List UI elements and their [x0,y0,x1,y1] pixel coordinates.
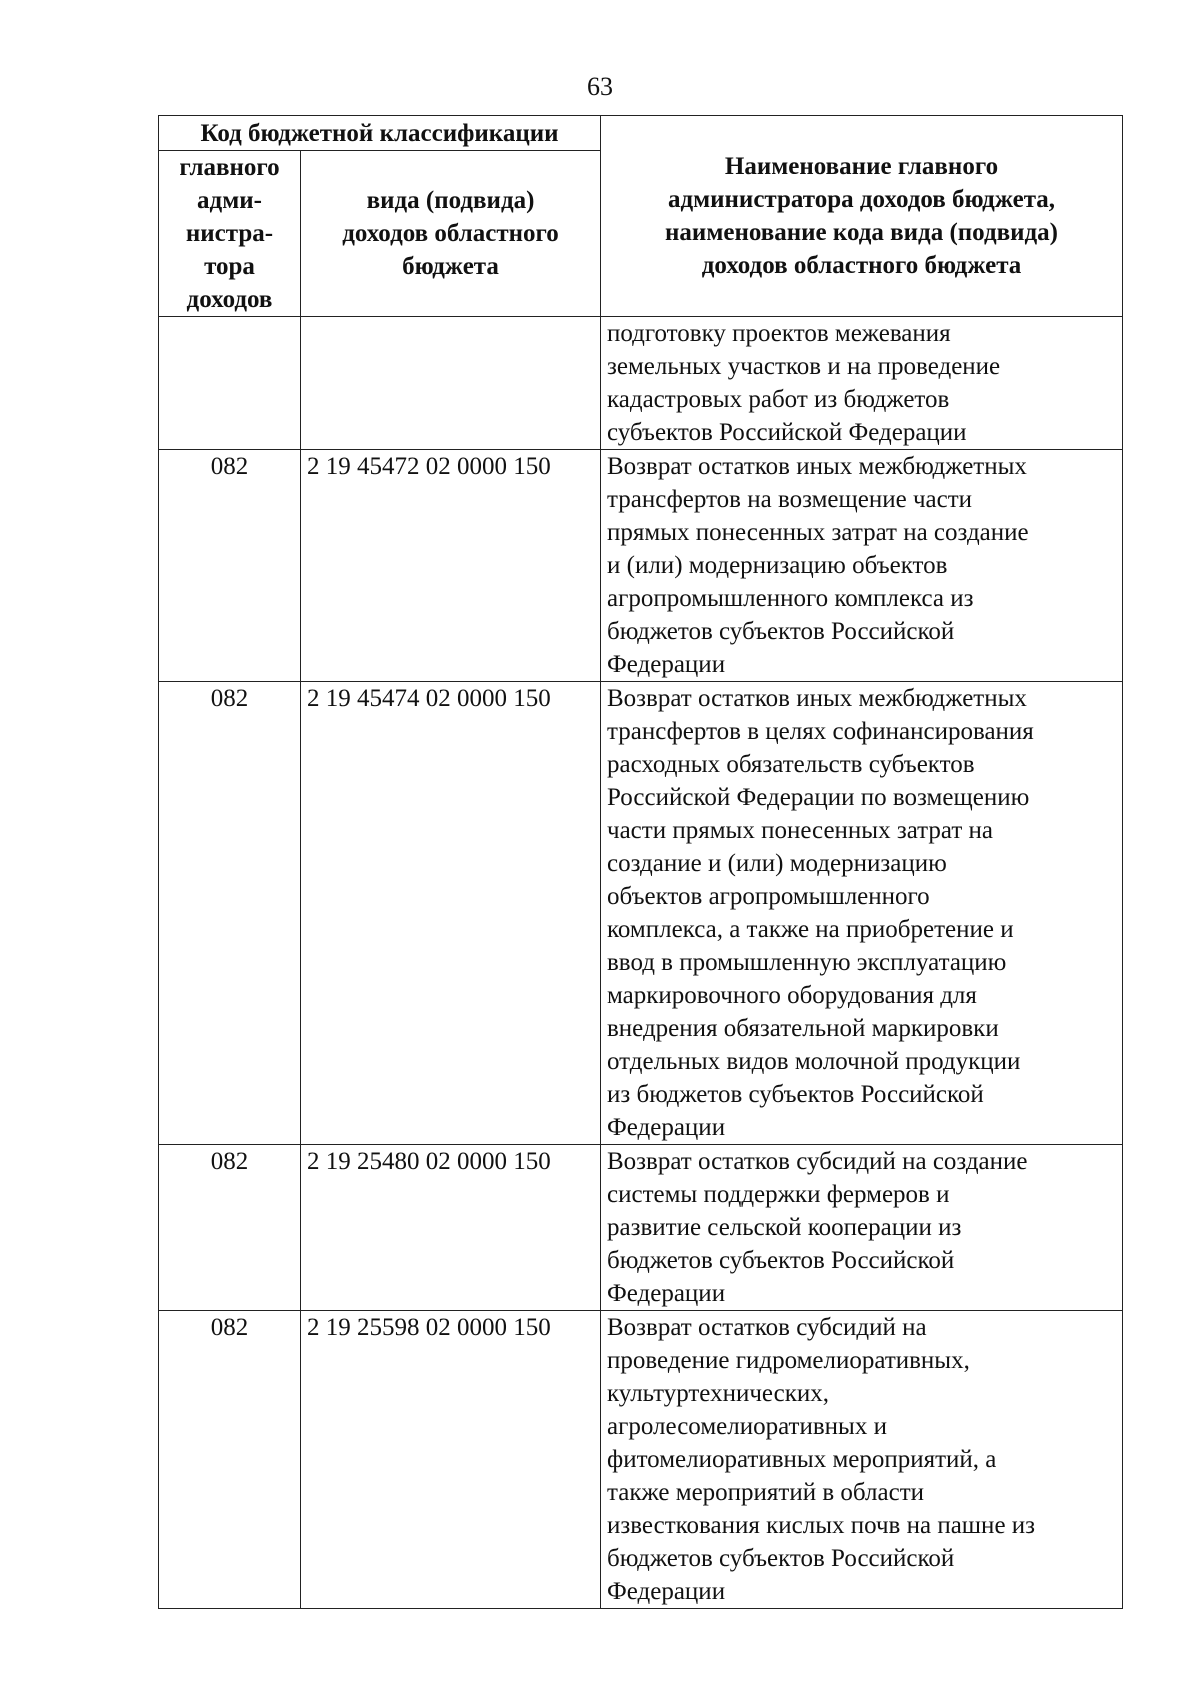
income-name-line: прямых понесенных затрат на создание [607,519,1029,546]
income-name-cell [601,1311,1123,1609]
income-name-line: Федерации [607,1114,726,1141]
income-name-line: из бюджетов субъектов Российской [607,1081,984,1108]
table-header [159,116,1123,317]
income-name-line: Российской Федерации по возмещению [607,784,1030,811]
income-name-line: объектов агропромышленного [607,883,930,910]
income-name-line: Федерации [607,651,726,678]
header-kind-line: бюджета [402,253,499,280]
income-name-line: Федерации [607,1578,726,1605]
income-name-line: отдельных видов молочной продукции [607,1048,1021,1075]
header-admin-line: тора [204,253,255,280]
income-name-line: кадастровых работ из бюджетов [607,386,950,413]
income-code-cell: 2 19 45472 02 0000 150 [301,450,601,682]
income-name-cell [601,450,1123,682]
income-name-line: субъектов Российской Федерации [607,419,967,446]
income-name-line: маркировочного оборудования для [607,982,977,1009]
income-name-line: Возврат остатков иных межбюджетных [607,453,1027,480]
income-code-cell [301,317,601,450]
header-admin-column [159,151,301,317]
income-name-line: бюджетов субъектов Российской [607,1545,955,1572]
income-code-cell: 2 19 25480 02 0000 150 [301,1145,601,1311]
income-name-line: системы поддержки фермеров и [607,1181,950,1208]
header-name-line: Наименование главного [724,153,999,180]
income-name-cell [601,682,1123,1145]
income-name-cell [601,317,1123,450]
admin-code-cell [159,317,301,450]
income-code-cell: 2 19 25598 02 0000 150 [301,1311,601,1609]
header-name-line: наименование кода вида (подвида) [665,219,1058,246]
table-row [159,450,1123,682]
budget-classification-table [158,115,1123,1609]
income-name-line: Возврат остатков субсидий на [607,1314,927,1341]
income-name-line: Возврат остатков субсидий на создание [607,1148,1028,1175]
income-name-line: проведение гидромелиоративных, [607,1347,970,1374]
header-admin-line: адми- [197,187,262,214]
header-admin-line: главного [179,154,280,181]
header-kind-column [301,151,601,317]
income-name-line: комплекса, а также на приобретение и [607,916,1014,943]
admin-code-cell: 082 [159,1145,301,1311]
income-name-line: бюджетов субъектов Российской [607,1247,955,1274]
income-name-line: земельных участков и на проведение [607,353,1001,380]
table-body [159,317,1123,1609]
header-budget-classification-code: Код бюджетной классификации [159,116,601,151]
income-name-line: Возврат остатков иных межбюджетных [607,685,1027,712]
admin-code-cell: 082 [159,450,301,682]
income-name-line: фитомелиоративных мероприятий, а [607,1446,997,1473]
income-name-line: части прямых понесенных затрат на [607,817,993,844]
income-name-line: создание и (или) модернизацию [607,850,947,877]
income-name-cell [601,1145,1123,1311]
table-row [159,682,1123,1145]
income-name-line: агролесомелиоративных и [607,1413,887,1440]
admin-code-cell: 082 [159,682,301,1145]
income-name-line: развитие сельской кооперации из [607,1214,962,1241]
income-name-line: культуртехнических, [607,1380,829,1407]
income-name-line: известкования кислых почв на пашне из [607,1512,1036,1539]
income-code-cell: 2 19 45474 02 0000 150 [301,682,601,1145]
header-kind-line: вида (подвида) [366,187,535,214]
income-name-line: бюджетов субъектов Российской [607,618,955,645]
table-row [159,1145,1123,1311]
page-number: 63 [587,72,613,101]
admin-code-cell: 082 [159,1311,301,1609]
header-kind-line: доходов областного [342,220,559,247]
header-admin-line: доходов [186,286,273,313]
income-name-line: ввод в промышленную эксплуатацию [607,949,1007,976]
header-admin-line: нистра- [185,220,274,247]
table-row [159,1311,1123,1609]
income-name-line: подготовку проектов межевания [607,320,951,347]
income-name-line: расходных обязательств субъектов [607,751,975,778]
income-name-line: агропромышленного комплекса из [607,585,974,612]
income-name-line: внедрения обязательной маркировки [607,1015,999,1042]
header-name-column [601,116,1123,317]
table-row [159,317,1123,450]
header-name-line: доходов областного бюджета [701,252,1022,279]
income-name-line: Федерации [607,1280,726,1307]
header-name-line: администратора доходов бюджета, [667,186,1056,213]
income-name-line: трансфертов на возмещение части [607,486,973,513]
income-name-line: трансфертов в целях софинансирования [607,718,1034,745]
income-name-line: и (или) модернизацию объектов [607,552,948,579]
income-name-line: также мероприятий в области [607,1479,924,1506]
